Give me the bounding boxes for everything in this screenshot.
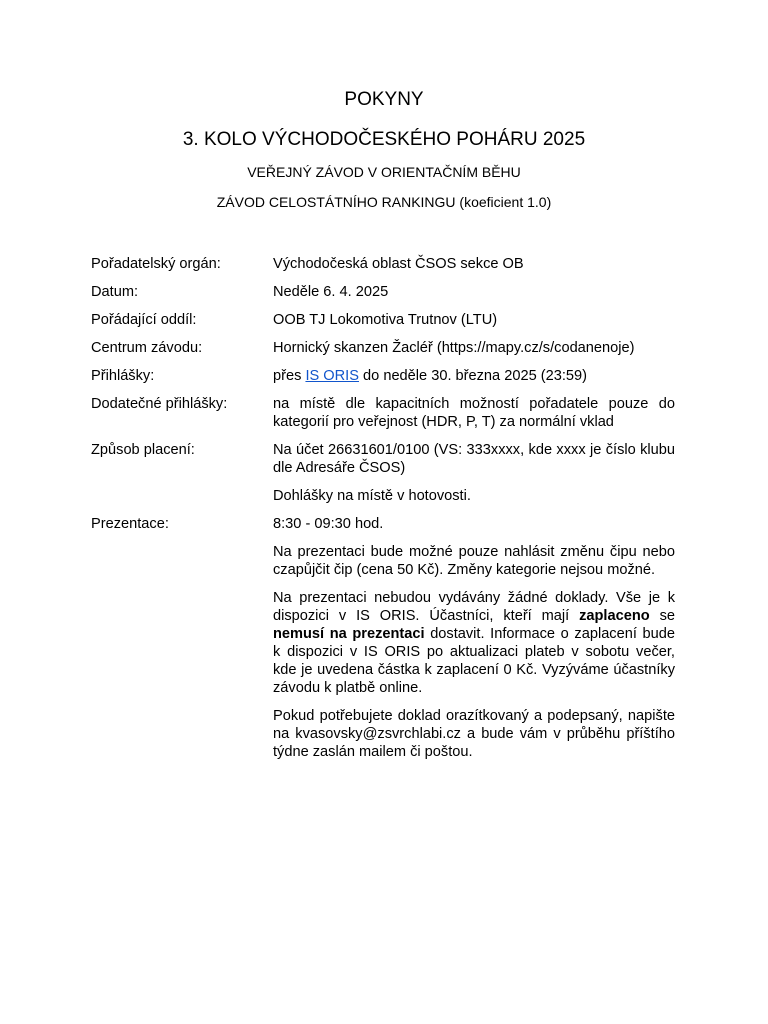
row-value — [273, 339, 675, 357]
row-value — [273, 311, 675, 329]
bold-fragment: zaplaceno — [579, 608, 650, 624]
row-value — [273, 515, 675, 761]
prezentace-contact-info: Pokud potřebujete doklad orazítkovaný a podepsaný, napište na kvasovsky@zsvrchlabi.cz a bude vám v průběhu příštího týdne zaslán mailem či poštou. — [273, 708, 675, 760]
event-subtitle: VEŘEJNÝ ZÁVOD V ORIENTAČNÍM BĚHU — [247, 164, 521, 180]
placeni-account: Na účet 26631601/0100 (VS: 333xxxx, kde xxxx je číslo klubu dle Adresáře ČSOS) — [273, 442, 675, 476]
row-label: Prezentace: — [91, 516, 169, 532]
text-fragment: Na prezentaci nebudou vydávány žádné doklady. Vše je k dispozici v IS ORIS. Účastníci, kteří mají — [273, 590, 675, 624]
row-placeni — [91, 441, 675, 505]
row-datum — [91, 283, 675, 301]
row-prihlasky — [91, 367, 675, 385]
row-prezentace — [91, 515, 675, 761]
text-fragment: se — [649, 608, 675, 624]
row-organ — [91, 255, 675, 273]
row-oddil — [91, 311, 675, 329]
row-label: Pořádající oddíl: — [91, 312, 197, 328]
placeni-cash: Dohlášky na místě v hotovosti. — [273, 488, 471, 504]
organ-value: Východočeská oblast ČSOS sekce OB — [273, 256, 524, 272]
row-value — [273, 255, 675, 273]
prihlasky-text: přes — [273, 368, 306, 384]
document-title: POKYNY — [344, 89, 424, 110]
row-value — [273, 395, 675, 431]
row-label: Dodatečné přihlášky: — [91, 396, 228, 412]
bold-fragment: nemusí na prezentaci — [273, 626, 425, 642]
info-table — [91, 255, 675, 771]
row-value — [273, 283, 675, 301]
datum-value: Neděle 6. 4. 2025 — [273, 284, 389, 300]
prihlasky-deadline: do neděle 30. března 2025 (23:59) — [358, 368, 587, 384]
row-centrum — [91, 339, 675, 357]
event-ranking-subtitle: ZÁVOD CELOSTÁTNÍHO RANKINGU (koeficient 1.0) — [216, 194, 552, 210]
prezentace-chip-info: Na prezentaci bude možné pouze nahlásit změnu čipu nebo czapůjčit čip (cena 50 Kč). Změny kategorie nejsou možné. — [273, 544, 675, 578]
row-label: Datum: — [91, 284, 139, 300]
row-label: Způsob placení: — [91, 442, 195, 458]
row-value — [273, 441, 675, 505]
prezentace-time: 8:30 - 09:30 hod. — [273, 516, 384, 532]
row-label: Pořadatelský orgán: — [91, 256, 221, 272]
prezentace-doklady-info — [273, 589, 675, 697]
row-value — [273, 367, 675, 385]
is-oris-link[interactable]: IS ORIS — [305, 368, 359, 384]
centrum-value: Hornický skanzen Žacléř (https://mapy.cz/s/codanenoje) — [273, 340, 635, 356]
event-title: 3. KOLO VÝCHODOČESKÉHO POHÁRU 2025 — [182, 129, 586, 150]
row-label: Přihlášky: — [91, 368, 155, 384]
prihlasky-value — [273, 367, 675, 385]
oddil-value: OOB TJ Lokomotiva Trutnov (LTU) — [273, 312, 498, 328]
text-fragment: dostavit. Informace o zaplacení bude k dispozici v IS ORIS po aktualizaci plateb v sobotu večer, kde je uvedena částka k zaplacení 0 Kč. Vyzýváme účastníky závodu k platbě online. — [273, 626, 675, 696]
dodatecne-value: na místě dle kapacitních možností pořadatele pouze do kategorií pro veřejnost (HDR, P, T) za normální vklad — [273, 396, 675, 430]
row-label: Centrum závodu: — [91, 340, 203, 356]
row-dodatecne — [91, 395, 675, 431]
